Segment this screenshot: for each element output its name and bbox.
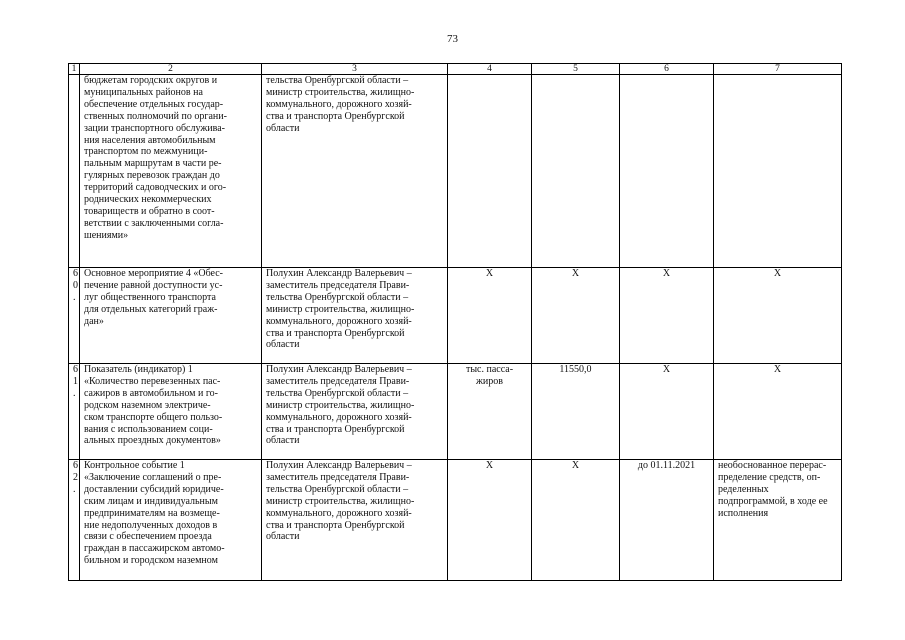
row-date: Х: [620, 268, 714, 364]
row-number: 60.: [69, 268, 80, 364]
row-date: Х: [620, 364, 714, 460]
table-row: [69, 75, 842, 268]
row-name: Контрольное событие 1 «Заключение соглашений о пре- доставлении субсидий юридиче- ским лицам и индивидуальным предпринимателям на возмеще- ние недополученных доходов в связи с обеспечением проезда граждан в пассажирском автомо- бильном и городском наземном: [80, 460, 262, 581]
row-name: Показатель (индикатор) 1 «Количество перевезенных пас- сажиров в автомобильном и го- родском наземном электриче- ском транспорте общего пользо- вания с использованием соци- альных проездных документов»: [80, 364, 262, 460]
page-number: 73: [447, 33, 458, 45]
column-header-2: 2: [80, 64, 262, 75]
column-header-1: 1: [69, 64, 80, 75]
row-number: 62.: [69, 460, 80, 581]
row-unit: Х: [448, 268, 532, 364]
row-note: Х: [714, 268, 842, 364]
table-row: [69, 268, 842, 364]
row-note: необоснованное перерас- пределение средств, оп- ределенных подпрограммой, в ходе ее исполнения: [714, 460, 842, 581]
row-unit: тыс. пасса- жиров: [448, 364, 532, 460]
row-unit: Х: [448, 460, 532, 581]
row-value: 11550,0: [532, 364, 620, 460]
column-header-6: 6: [620, 64, 714, 75]
row-number: 61.: [69, 364, 80, 460]
column-header-4: 4: [448, 64, 532, 75]
row-value: [532, 75, 620, 268]
row-name: бюджетам городских округов и муниципальных районов на обеспечение отдельных государ- ственных полномочий по органи- зации транспортного обслужива- ния населения автомобильным транспортом по межмуници- пальным маршрутам в части ре- гулярных перевозок граждан до территорий садоводческих и ого- роднических некоммерческих товариществ и обратно в соот- ветствии с заключенными согла- шениями»: [80, 75, 262, 268]
row-unit: [448, 75, 532, 268]
row-note: Х: [714, 364, 842, 460]
table-row: [69, 460, 842, 581]
row-value: Х: [532, 268, 620, 364]
table-header-row: [69, 64, 842, 75]
row-note: [714, 75, 842, 268]
row-value: Х: [532, 460, 620, 581]
program-table: [68, 63, 842, 581]
row-name: Основное мероприятие 4 «Обес- печение равной доступности ус- луг общественного транспорта для отдельных категорий граж- дан»: [80, 268, 262, 364]
column-header-7: 7: [714, 64, 842, 75]
column-header-3: 3: [262, 64, 448, 75]
row-date: до 01.11.2021: [620, 460, 714, 581]
row-date: [620, 75, 714, 268]
table-row: [69, 364, 842, 460]
row-responsible: Полухин Александр Валерьевич – заместитель председателя Прави- тельства Оренбургской области – министр строительства, жилищно- коммунального, дорожного хозяй- ства и транспорта Оренбургской области: [262, 460, 448, 581]
row-responsible: тельства Оренбургской области – министр строительства, жилищно- коммунального, дорожного хозяй- ства и транспорта Оренбургской области: [262, 75, 448, 268]
row-responsible: Полухин Александр Валерьевич – заместитель председателя Прави- тельства Оренбургской области – министр строительства, жилищно- коммунального, дорожного хозяй- ства и транспорта Оренбургской области: [262, 268, 448, 364]
column-header-5: 5: [532, 64, 620, 75]
row-responsible: Полухин Александр Валерьевич – заместитель председателя Прави- тельства Оренбургской области – министр строительства, жилищно- коммунального, дорожного хозяй- ства и транспорта Оренбургской области: [262, 364, 448, 460]
row-number: [69, 75, 80, 268]
